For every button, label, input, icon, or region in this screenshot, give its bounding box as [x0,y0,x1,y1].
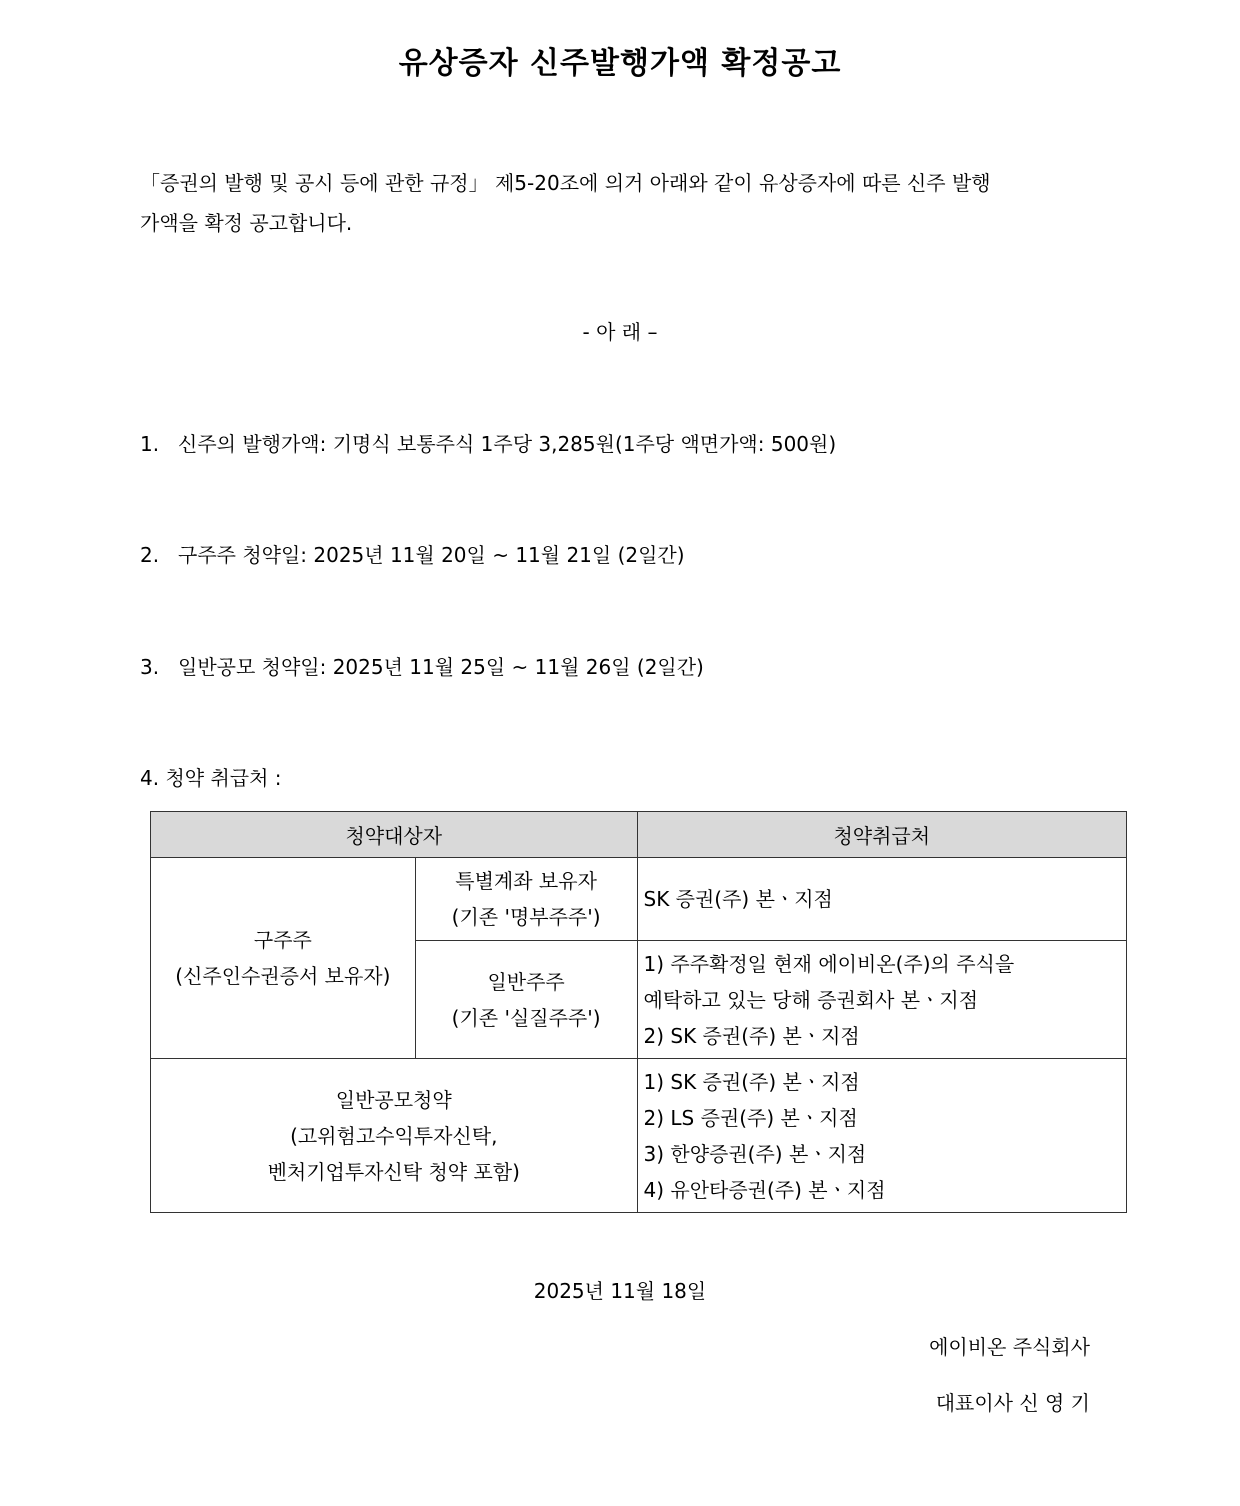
table-header-row [151,812,1127,858]
special-handler-cell: SK 증권(주) 본ㆍ지점 [637,858,1127,941]
cell-line: 구주주 [253,928,312,952]
ceo-name: 대표이사 신 영 기 [935,1391,1090,1415]
intro-paragraph [140,163,1100,243]
list-item-number: 2. [140,543,160,567]
cell-line: 1) 주주확정일 현재 에이비온(주)의 주식을 [643,951,1015,976]
list-item-existing-subscription [140,539,685,568]
list-item-issue-price [140,428,836,457]
cell-line: 3) 한양증권(주) 본ㆍ지점 [643,1141,867,1166]
subscription-handler-table [150,811,1127,1213]
general-holder-cell [415,941,637,1059]
below-marker: - 아 래 – [582,320,658,344]
cell-line: 일반공모청약 [335,1087,452,1112]
cell-line: 특별계좌 보유자 [455,869,597,893]
list-item-public-subscription [140,651,704,680]
cell-line: (고위험고수익투자신탁, [290,1123,498,1148]
cell-line: 벤처기업투자신탁 청약 포함) [267,1159,520,1184]
list-item-text: 청약 취급처 : [165,766,282,790]
table-header-target: 청약대상자 [151,812,638,858]
public-offering-cell [151,1059,638,1213]
cell-line: 예탁하고 있는 당해 증권회사 본ㆍ지점 [643,987,979,1012]
notice-date: 2025년 11월 18일 [533,1279,707,1303]
company-name: 에이비온 주식회사 [929,1335,1090,1359]
list-item-number: 4. [140,766,160,790]
table-row [151,1059,1127,1213]
intro-line-2: 가액을 확정 공고합니다. [140,211,353,235]
list-item-number: 1. [140,432,160,456]
list-item-text: 신주의 발행가액: 기명식 보통주식 1주당 3,285원(1주당 액면가액: 500원) [178,432,837,456]
list-item-text: 구주주 청약일: 2025년 11월 20일 ~ 11월 21일 (2일간) [178,543,685,567]
intro-line-1: 「증권의 발행 및 공시 등에 관한 규정」 제5-20조에 의거 아래와 같이 유상증자에 따른 신주 발행 [140,171,991,195]
cell-line: (기존 '명부주주') [451,905,601,929]
cell-line: (기존 '실질주주') [451,1005,601,1030]
page-title: 유상증자 신주발행가액 확정공고 [398,46,842,81]
general-handler-cell [637,941,1127,1059]
cell-line: 4) 유안타증권(주) 본ㆍ지점 [643,1177,886,1202]
table-row [151,858,1127,941]
public-handlers-cell [637,1059,1127,1213]
cell-line: 1) SK 증권(주) 본ㆍ지점 [643,1069,860,1094]
list-item-handlers [140,762,282,791]
cell-line: 2) LS 증권(주) 본ㆍ지점 [643,1105,858,1130]
existing-shareholders-cell [151,858,416,1059]
list-item-text: 일반공모 청약일: 2025년 11월 25일 ~ 11월 26일 (2일간) [178,655,704,679]
table-header-handler: 청약취급처 [637,812,1127,858]
cell-line: (신주인수권증서 보유자) [175,964,391,988]
list-item-number: 3. [140,655,160,679]
special-account-cell [415,858,637,941]
cell-line: 2) SK 증권(주) 본ㆍ지점 [643,1023,860,1048]
cell-line: 일반주주 [487,969,565,994]
